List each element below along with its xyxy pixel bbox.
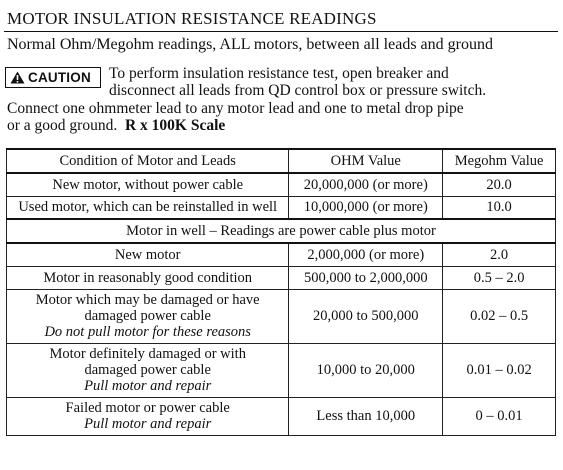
ohm-value-cell: 20,000 to 500,000 [289,289,443,343]
instruction-line-1: Connect one ohmmeter lead to any motor lead and one to metal drop pipe [7,100,464,117]
megohm-value-cell: 0 – 0.01 [443,397,556,435]
table-header-row [7,149,556,173]
table-row [7,266,556,289]
condition-text: New motor, without power cable [52,176,244,193]
caution-badge [5,67,101,88]
condition-note: Pull motor and repair [84,378,212,394]
ohm-value-cell: 2,000,000 (or more) [289,243,443,266]
table-row [7,397,556,435]
condition-cell [7,266,289,289]
instruction-line-2-text: or a good ground. [7,117,118,134]
instruction-line-2 [7,118,225,134]
condition-text: Failed motor or power cable [65,400,230,416]
ohm-value-cell: 10,000,000 (or more) [289,196,443,219]
megohm-value-cell: 0.01 – 0.02 [443,343,556,397]
condition-note: Do not pull motor for these reasons [44,324,251,340]
condition-cell [7,397,289,435]
ohm-value-cell: 20,000,000 (or more) [289,173,443,196]
scale-label: R x 100K Scale [124,117,226,134]
section-row [7,219,556,243]
table-row [7,343,556,397]
condition-text: New motor [114,246,181,263]
condition-cell [7,243,289,266]
table-row [7,173,556,196]
table-row [7,196,556,219]
header-ohm-value: OHM Value [289,149,443,173]
ohm-value-cell: Less than 10,000 [289,397,443,435]
caution-text-line-1: To perform insulation resistance test, open breaker and [109,65,449,82]
megohm-value-cell: 2.0 [443,243,556,266]
header-megohm-value: Megohm Value [443,149,556,173]
condition-text: Motor in reasonably good condition [43,269,252,286]
ohm-value-cell: 10,000 to 20,000 [289,343,443,397]
title-divider [4,31,558,32]
condition-cell [7,289,289,343]
caution-label: CAUTION [28,70,91,85]
section-title: Motor in well – Readings are power cable plus motor [7,219,556,243]
condition-text: Motor definitely damaged or with [49,346,246,362]
condition-cell [7,173,289,196]
condition-cell [7,343,289,397]
warning-triangle-icon [10,71,25,84]
condition-cell [7,196,289,219]
condition-note: Pull motor and repair [84,416,212,432]
page-title: MOTOR INSULATION RESISTANCE READINGS [7,9,377,28]
condition-text: Used motor, which can be reinstalled in well [18,199,278,216]
megohm-value-cell: 0.5 – 2.0 [443,266,556,289]
condition-text: damaged power cable [84,308,211,324]
megohm-value-cell: 10.0 [443,196,556,219]
condition-text: Motor which may be damaged or have [35,292,260,308]
megohm-value-cell: 0.02 – 0.5 [443,289,556,343]
caution-text-line-2: disconnect all leads from QD control box or pressure switch. [109,82,487,99]
subtitle: Normal Ohm/Megohm readings, ALL motors, between all leads and ground [7,36,493,53]
insulation-readings-table [6,148,556,436]
ohm-value-cell: 500,000 to 2,000,000 [289,266,443,289]
table-row [7,243,556,266]
header-condition: Condition of Motor and Leads [7,149,289,173]
table-row [7,289,556,343]
condition-text: damaged power cable [84,362,211,378]
megohm-value-cell: 20.0 [443,173,556,196]
